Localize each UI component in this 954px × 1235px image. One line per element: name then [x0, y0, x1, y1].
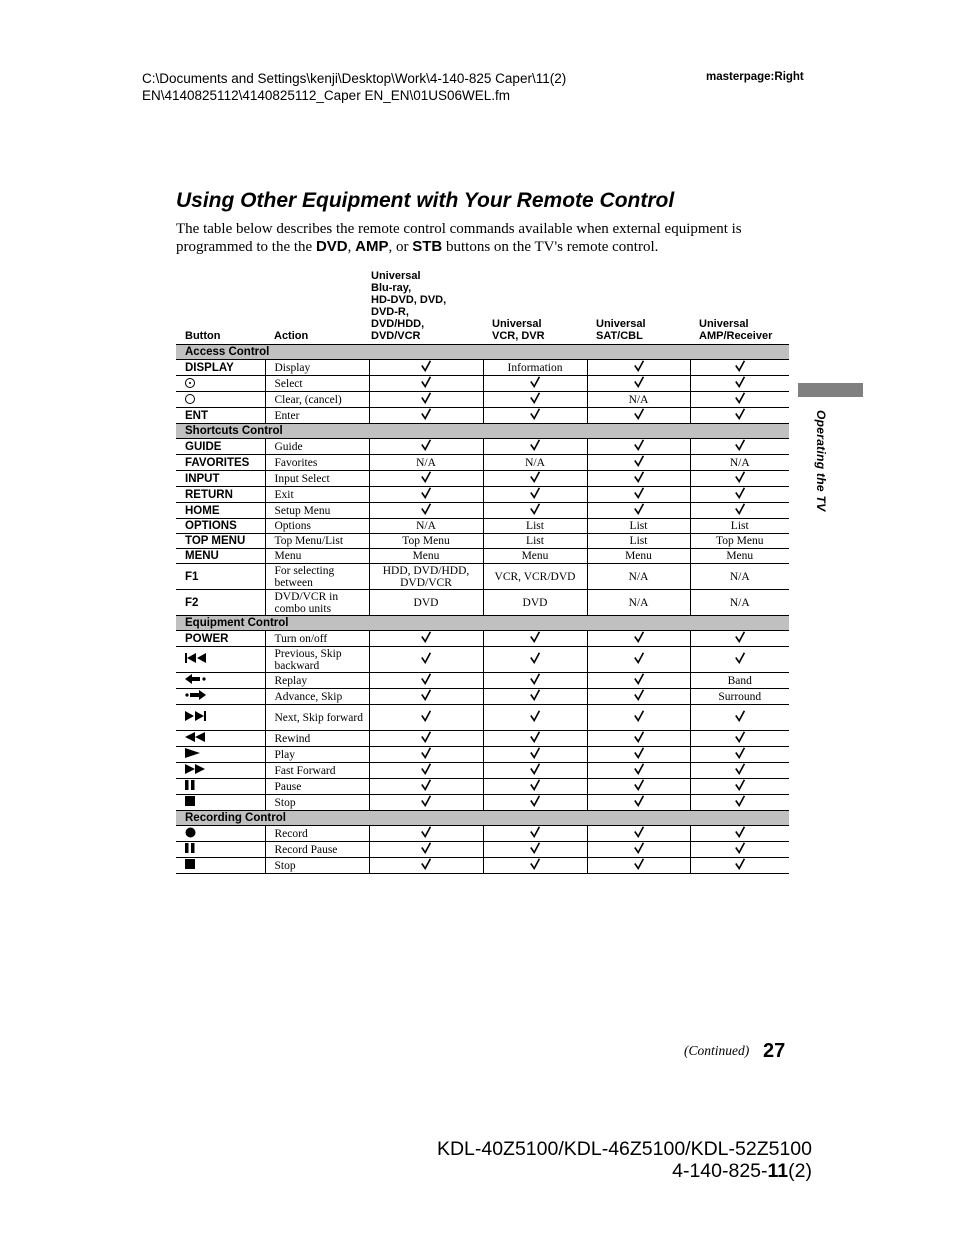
- part-suffix: (2): [788, 1160, 812, 1182]
- check-icon: [690, 731, 789, 747]
- check-icon: [483, 779, 587, 795]
- cell-value: Menu: [690, 549, 789, 564]
- button-name: F1: [176, 564, 265, 590]
- check-icon: [369, 673, 483, 689]
- file-path-line-1: C:\Documents and Settings\kenji\Desktop\Work\4-140-825 Caper\11(2): [142, 71, 567, 86]
- check-icon: [483, 705, 587, 731]
- cell-value: Menu: [587, 549, 690, 564]
- side-tab-bar: [798, 383, 863, 397]
- file-path-line-2: EN\4140825112\4140825112_Caper EN_EN\01US06WEL.fm: [142, 88, 510, 103]
- check-icon: [587, 408, 690, 424]
- cell-value: N/A: [369, 455, 483, 471]
- table-row: [176, 503, 789, 519]
- table-row: [176, 564, 789, 590]
- table-row: [176, 534, 789, 549]
- section-title: Shortcuts Control: [176, 424, 789, 439]
- check-icon: [587, 376, 690, 392]
- check-icon: [587, 858, 690, 874]
- cell-value: Surround: [690, 689, 789, 705]
- table-row: [176, 376, 789, 392]
- replay-icon: [176, 673, 265, 689]
- check-icon: [483, 647, 587, 673]
- check-icon: [690, 647, 789, 673]
- check-icon: [483, 689, 587, 705]
- check-icon: [587, 779, 690, 795]
- section-header-row: [176, 424, 789, 439]
- check-icon: [369, 471, 483, 487]
- check-icon: [690, 763, 789, 779]
- cell-value: DVD: [369, 590, 483, 616]
- intro-sep-2: , or: [388, 239, 413, 255]
- page-title: Using Other Equipment with Your Remote Control: [176, 189, 675, 212]
- action-label: Menu: [265, 549, 369, 564]
- table-row: [176, 549, 789, 564]
- section-header-row: [176, 345, 789, 360]
- masterpage-label: masterpage:Right: [706, 71, 804, 83]
- action-label: Select: [265, 376, 369, 392]
- table-row: [176, 408, 789, 424]
- check-icon: [483, 842, 587, 858]
- check-icon: [369, 689, 483, 705]
- cell-value: Menu: [483, 549, 587, 564]
- action-label: Favorites: [265, 455, 369, 471]
- remote-commands-table: [176, 270, 789, 874]
- stop-icon: [176, 795, 265, 811]
- check-icon: [483, 503, 587, 519]
- check-icon: [369, 439, 483, 455]
- check-icon: [369, 795, 483, 811]
- check-icon: [690, 747, 789, 763]
- table-row: [176, 487, 789, 503]
- check-icon: [369, 487, 483, 503]
- check-icon: [369, 747, 483, 763]
- check-icon: [690, 705, 789, 731]
- check-icon: [369, 779, 483, 795]
- page-number: 27: [763, 1040, 786, 1062]
- table-row: [176, 747, 789, 763]
- action-label: Display: [265, 360, 369, 376]
- check-icon: [690, 858, 789, 874]
- cell-value: List: [483, 519, 587, 534]
- header-vcr: Universal VCR, DVR: [483, 270, 587, 345]
- cell-value: N/A: [690, 564, 789, 590]
- cell-value: N/A: [483, 455, 587, 471]
- section-title: Access Control: [176, 345, 789, 360]
- button-name: INPUT: [176, 471, 265, 487]
- button-name: GUIDE: [176, 439, 265, 455]
- check-icon: [690, 631, 789, 647]
- check-icon: [369, 408, 483, 424]
- check-icon: [690, 487, 789, 503]
- table-row: [176, 455, 789, 471]
- check-icon: [587, 631, 690, 647]
- check-icon: [483, 795, 587, 811]
- intro-stb: STB: [412, 238, 443, 255]
- check-icon: [483, 826, 587, 842]
- action-label: Advance, Skip: [265, 689, 369, 705]
- skip-previous-icon: [176, 647, 265, 673]
- intro-amp: AMP: [355, 238, 389, 255]
- action-label: Exit: [265, 487, 369, 503]
- check-icon: [690, 471, 789, 487]
- action-label: Turn on/off: [265, 631, 369, 647]
- skip-next-icon: [176, 705, 265, 731]
- button-name: RETURN: [176, 487, 265, 503]
- section-header-row: [176, 811, 789, 826]
- action-label: DVD/VCR in combo units: [265, 590, 369, 616]
- check-icon: [587, 455, 690, 471]
- header-amp: Universal AMP/Receiver: [690, 270, 789, 345]
- cell-value: Menu: [369, 549, 483, 564]
- intro-dvd: DVD: [315, 238, 348, 255]
- model-footer: [437, 1138, 812, 1182]
- file-path-header: [142, 70, 566, 104]
- check-icon: [369, 376, 483, 392]
- header-bluray: Universal Blu-ray, HD-DVD, DVD, DVD-R, DVD/HDD, DVD/VCR: [369, 270, 483, 345]
- button-name: OPTIONS: [176, 519, 265, 534]
- check-icon: [369, 705, 483, 731]
- check-icon: [483, 487, 587, 503]
- check-icon: [483, 631, 587, 647]
- check-icon: [587, 439, 690, 455]
- action-label: Stop: [265, 858, 369, 874]
- table-row: [176, 392, 789, 408]
- button-name: POWER: [176, 631, 265, 647]
- part-number: [437, 1160, 812, 1182]
- table-row: [176, 471, 789, 487]
- check-icon: [587, 689, 690, 705]
- cell-value: HDD, DVD/HDD, DVD/VCR: [369, 564, 483, 590]
- action-label: Guide: [265, 439, 369, 455]
- action-label: Stop: [265, 795, 369, 811]
- intro-paragraph: [176, 220, 796, 256]
- side-tab-label: Operating the TV: [814, 410, 828, 512]
- table-row: [176, 590, 789, 616]
- check-icon: [690, 779, 789, 795]
- table-row: [176, 519, 789, 534]
- table-row: [176, 731, 789, 747]
- model-numbers: KDL-40Z5100/KDL-46Z5100/KDL-52Z5100: [436, 1138, 812, 1160]
- table-header-row: [176, 270, 789, 345]
- cell-value: Top Menu: [369, 534, 483, 549]
- cell-value: List: [483, 534, 587, 549]
- action-label: Fast Forward: [265, 763, 369, 779]
- check-icon: [483, 858, 587, 874]
- header-sat: Universal SAT/CBL: [587, 270, 690, 345]
- action-label: Previous, Skip backward: [265, 647, 369, 673]
- intro-sep-1: ,: [347, 239, 356, 255]
- select-circle-icon: [176, 376, 265, 392]
- action-label: Enter: [265, 408, 369, 424]
- continued-label: (Continued): [684, 1043, 750, 1058]
- check-icon: [690, 392, 789, 408]
- table-row: [176, 826, 789, 842]
- table-row: [176, 763, 789, 779]
- action-label: Options: [265, 519, 369, 534]
- table-row: [176, 673, 789, 689]
- check-icon: [369, 858, 483, 874]
- rewind-icon: [176, 731, 265, 747]
- cell-value: DVD: [483, 590, 587, 616]
- check-icon: [587, 842, 690, 858]
- intro-text-2: buttons on the TV's remote control.: [442, 239, 659, 255]
- check-icon: [369, 842, 483, 858]
- button-name: DISPLAY: [176, 360, 265, 376]
- table-row: [176, 439, 789, 455]
- action-label: Setup Menu: [265, 503, 369, 519]
- action-label: Input Select: [265, 471, 369, 487]
- header-button: Button: [176, 270, 265, 345]
- cell-value: N/A: [690, 590, 789, 616]
- pause-icon: [176, 842, 265, 858]
- table-row: [176, 705, 789, 731]
- table-row: [176, 360, 789, 376]
- pause-icon: [176, 779, 265, 795]
- action-label: Top Menu/List: [265, 534, 369, 549]
- action-label: Pause: [265, 779, 369, 795]
- action-label: Clear, (cancel): [265, 392, 369, 408]
- check-icon: [587, 705, 690, 731]
- button-name: MENU: [176, 549, 265, 564]
- table-row: [176, 647, 789, 673]
- check-icon: [369, 826, 483, 842]
- check-icon: [587, 360, 690, 376]
- check-icon: [587, 503, 690, 519]
- intro-text-1: The table below describes the remote control commands available when external equipment is programmed to the the: [176, 221, 742, 255]
- check-icon: [483, 731, 587, 747]
- table-row: [176, 689, 789, 705]
- check-icon: [483, 747, 587, 763]
- check-icon: [690, 376, 789, 392]
- check-icon: [587, 795, 690, 811]
- check-icon: [483, 408, 587, 424]
- play-icon: [176, 747, 265, 763]
- action-label: Record Pause: [265, 842, 369, 858]
- record-icon: [176, 826, 265, 842]
- check-icon: [587, 647, 690, 673]
- check-icon: [369, 503, 483, 519]
- check-icon: [483, 471, 587, 487]
- check-icon: [483, 673, 587, 689]
- check-icon: [587, 487, 690, 503]
- cell-value: List: [587, 519, 690, 534]
- table-row: [176, 631, 789, 647]
- clear-circle-icon: [176, 392, 265, 408]
- button-name: HOME: [176, 503, 265, 519]
- check-icon: [587, 747, 690, 763]
- cell-value: VCR, VCR/DVD: [483, 564, 587, 590]
- action-label: For selecting between: [265, 564, 369, 590]
- action-label: Replay: [265, 673, 369, 689]
- check-icon: [369, 763, 483, 779]
- button-name: FAVORITES: [176, 455, 265, 471]
- check-icon: [587, 471, 690, 487]
- cell-value: Top Menu: [690, 534, 789, 549]
- check-icon: [369, 631, 483, 647]
- check-icon: [369, 392, 483, 408]
- part-revision: 11: [767, 1160, 789, 1182]
- button-name: TOP MENU: [176, 534, 265, 549]
- check-icon: [483, 392, 587, 408]
- action-label: Play: [265, 747, 369, 763]
- cell-value: List: [690, 519, 789, 534]
- action-label: Record: [265, 826, 369, 842]
- check-icon: [587, 731, 690, 747]
- button-name: F2: [176, 590, 265, 616]
- check-icon: [483, 763, 587, 779]
- section-header-row: [176, 616, 789, 631]
- advance-icon: [176, 689, 265, 705]
- check-icon: [690, 503, 789, 519]
- cell-value: List: [587, 534, 690, 549]
- check-icon: [483, 376, 587, 392]
- table-row: [176, 795, 789, 811]
- fast-forward-icon: [176, 763, 265, 779]
- check-icon: [369, 360, 483, 376]
- action-label: Rewind: [265, 731, 369, 747]
- cell-value: N/A: [369, 519, 483, 534]
- check-icon: [587, 826, 690, 842]
- table-row: [176, 842, 789, 858]
- stop-icon: [176, 858, 265, 874]
- check-icon: [690, 795, 789, 811]
- check-icon: [690, 842, 789, 858]
- section-title: Equipment Control: [176, 616, 789, 631]
- cell-value: N/A: [587, 392, 690, 408]
- check-icon: [483, 439, 587, 455]
- check-icon: [690, 360, 789, 376]
- header-action: Action: [265, 270, 369, 345]
- check-icon: [369, 731, 483, 747]
- cell-value: N/A: [690, 455, 789, 471]
- check-icon: [369, 647, 483, 673]
- table-row: [176, 779, 789, 795]
- cell-value: Band: [690, 673, 789, 689]
- cell-value: Information: [483, 360, 587, 376]
- table-row: [176, 858, 789, 874]
- check-icon: [587, 763, 690, 779]
- check-icon: [690, 826, 789, 842]
- button-name: ENT: [176, 408, 265, 424]
- section-title: Recording Control: [176, 811, 789, 826]
- check-icon: [587, 673, 690, 689]
- action-label: Next, Skip forward: [265, 705, 369, 731]
- check-icon: [690, 408, 789, 424]
- cell-value: N/A: [587, 564, 690, 590]
- part-prefix: 4-140-825-: [672, 1160, 768, 1182]
- check-icon: [690, 439, 789, 455]
- cell-value: N/A: [587, 590, 690, 616]
